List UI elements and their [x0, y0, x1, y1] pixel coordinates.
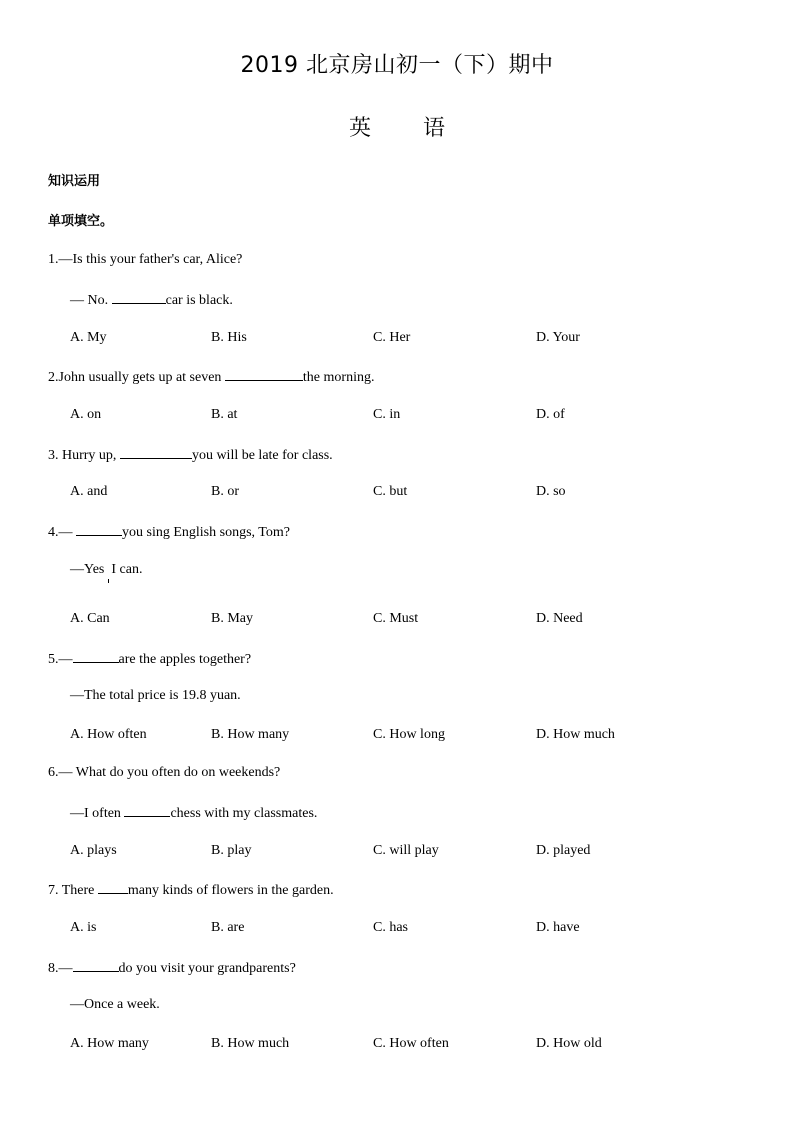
option-c: C. will play	[373, 843, 439, 858]
question-5-stem: 5.— are the apples together?	[48, 652, 252, 667]
option-b: B. How much	[211, 1036, 290, 1051]
question-8-stem: 8.— do you visit your grandparents?	[48, 961, 296, 976]
subject-heading	[0, 111, 794, 142]
option-c: C. Must	[373, 611, 419, 626]
question-2-stem: 2.John usually gets up at seven the morning.	[48, 370, 375, 385]
subject-char-1: 英	[348, 116, 371, 141]
stray-mark	[108, 579, 109, 583]
option-a: A. My	[70, 330, 107, 345]
answer-blank	[73, 650, 119, 663]
option-a: A. How often	[70, 727, 147, 742]
question-7-stem: 7. There many kinds of flowers in the garden.	[48, 883, 334, 898]
option-b: B. How many	[211, 727, 290, 742]
answer-blank	[120, 446, 192, 459]
question-1-stem: 1.—Is this your father's car, Alice?	[48, 252, 243, 267]
section-heading: 知识运用	[48, 174, 101, 189]
option-d: D. Your	[536, 330, 580, 345]
question-8-reply: —Once a week.	[70, 997, 160, 1012]
question-6-reply: —I often chess with my classmates.	[70, 806, 318, 821]
option-c: C. has	[373, 920, 408, 935]
option-d: D. played	[536, 843, 591, 858]
answer-blank	[124, 804, 170, 817]
option-a: A. on	[70, 407, 102, 422]
option-b: B. or	[211, 484, 239, 499]
question-1-reply: — No. car is black.	[70, 293, 233, 308]
option-c: C. How often	[373, 1036, 449, 1051]
answer-blank	[112, 291, 166, 304]
option-a: A. is	[70, 920, 97, 935]
option-d: D. have	[536, 920, 580, 935]
question-3-stem: 3. Hurry up, you will be late for class.	[48, 448, 333, 463]
option-c: C. but	[373, 484, 408, 499]
question-5-reply: —The total price is 19.8 yuan.	[70, 688, 241, 703]
document-title: 2019 北京房山初一（下）期中	[240, 53, 554, 78]
option-c: C. in	[373, 407, 401, 422]
subsection-heading: 单项填空。	[48, 214, 114, 229]
option-c: C. Her	[373, 330, 411, 345]
option-b: B. are	[211, 920, 245, 935]
option-a: A. and	[70, 484, 108, 499]
option-b: B. play	[211, 843, 252, 858]
option-d: D. How old	[536, 1036, 602, 1051]
option-a: A. Can	[70, 611, 110, 626]
option-b: B. His	[211, 330, 247, 345]
question-4-stem: 4.— you sing English songs, Tom?	[48, 525, 290, 540]
option-c: C. How long	[373, 727, 445, 742]
question-6-stem: 6.— What do you often do on weekends?	[48, 765, 281, 780]
option-a: A. How many	[70, 1036, 149, 1051]
option-d: D. so	[536, 484, 566, 499]
answer-blank	[76, 523, 122, 536]
option-d: D. of	[536, 407, 565, 422]
question-4-reply: —Yes I can.	[70, 562, 143, 577]
option-b: B. May	[211, 611, 253, 626]
option-b: B. at	[211, 407, 238, 422]
option-d: D. How much	[536, 727, 615, 742]
answer-blank	[98, 881, 128, 894]
subject-char-2: 语	[423, 116, 446, 141]
option-d: D. Need	[536, 611, 583, 626]
answer-blank	[73, 959, 119, 972]
option-a: A. plays	[70, 843, 117, 858]
answer-blank	[225, 368, 303, 381]
